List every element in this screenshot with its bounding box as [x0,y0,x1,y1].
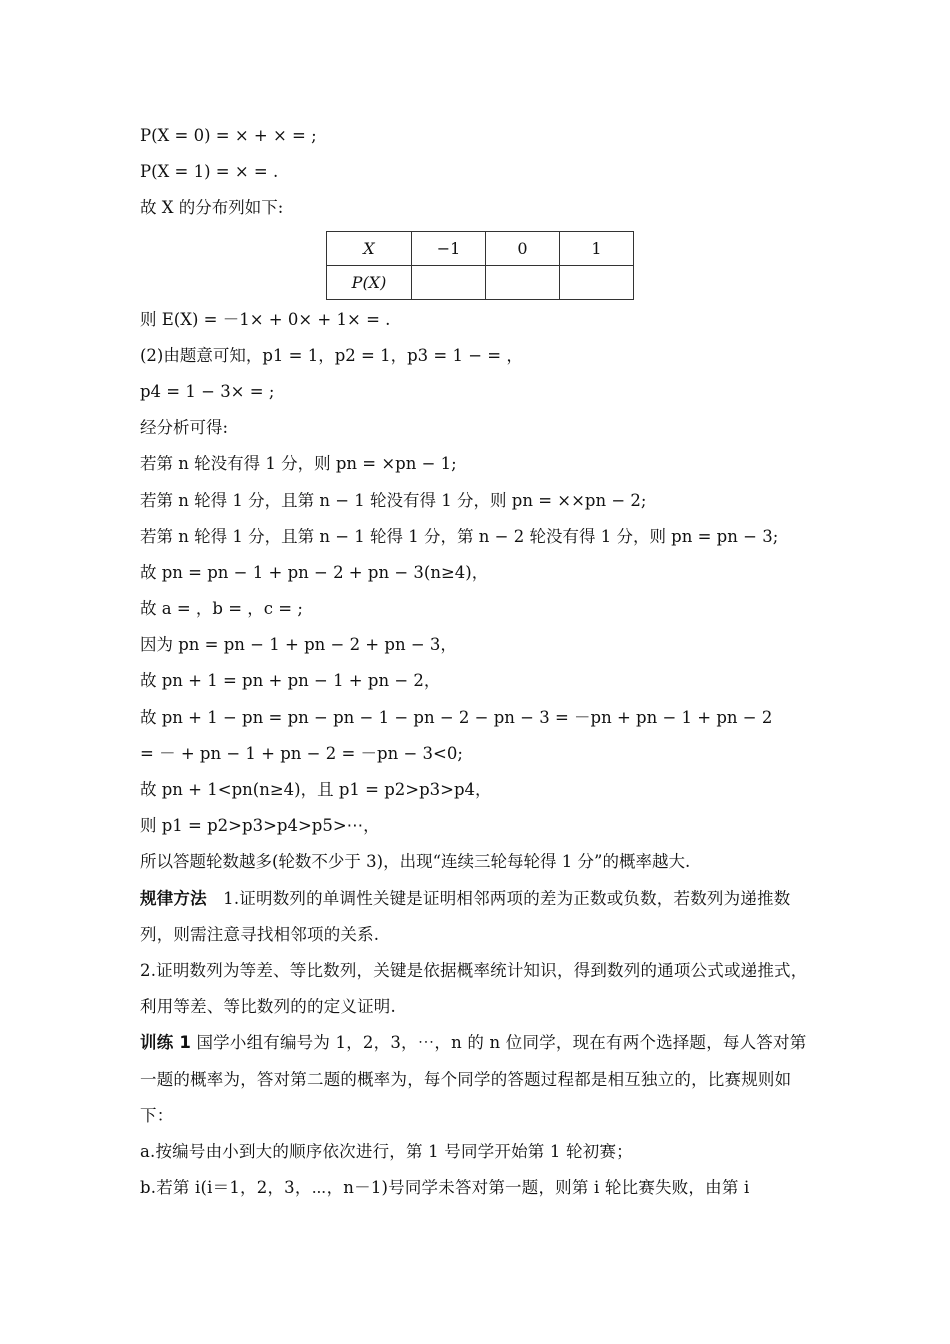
table-row [327,231,634,265]
p4-line: p4 = 1 − 3× = ; [140,381,275,401]
because-line: 因为 pn = pn − 1 + pn − 2 + pn − 3， [140,635,457,655]
table-cell [486,265,560,299]
table-header-1: 1 [560,231,634,265]
chain-line: 则 p1 = p2>p3>p4>p5>⋯， [140,816,380,836]
training-text: 国学小组有编号为 1，2，3，⋯，n 的 n 位同学，现在有两个选择题，每人答对第一题的概率为，答对第二题的概率为，每个同学的答题过程都是相互独立的，比赛规则如下： [140,1033,807,1125]
table-row [327,265,634,299]
recurrence-line: 故 pn = pn − 1 + pn − 2 + pn − 3(n≥4)， [140,562,489,582]
table-cell [560,265,634,299]
case2-line: 若第 n 轮得 1 分，且第 n − 1 轮没有得 1 分，则 pn = ××pn − 2; [140,490,647,510]
distribution-table [326,231,634,300]
shift-line: 故 pn + 1 = pn + pn − 1 + pn − 2， [140,671,441,691]
rule-b: b.若第 i(i＝1，2，3，⋯，n－1)号同学未答对第一题，则第 i 轮比赛失败，由第 i [140,1178,750,1198]
formula-p-x0: P(X = 0) = × + × = ; [140,126,317,145]
difference-result-line: = － + pn − 1 + pn − 2 = －pn − 3<0; [140,743,463,763]
training-paragraph [140,1025,812,1134]
method-label: 规律方法 [140,888,207,908]
method-paragraph-2: 2.证明数列为等差、等比数列，关键是依据概率统计知识，得到数列的通项公式或递推式，利用等差、等比数列的的定义证明. [140,960,808,1017]
training-label: 训练 1 [140,1033,192,1053]
table-cell [412,265,486,299]
rule-a: a.按编号由小到大的顺序依次进行，第 1 号同学开始第 1 轮初赛； [140,1141,633,1161]
distribution-intro: 故 X 的分布列如下: [140,198,284,218]
case1-line: 若第 n 轮没有得 1 分，则 pn = ×pn − 1; [140,454,457,474]
case3-line: 若第 n 轮得 1 分，且第 n − 1 轮得 1 分，第 n − 2 轮没有得 1 分，则 pn = pn − 3; [140,526,779,546]
expectation-line: 则 E(X) = －1× + 0× + 1× = . [140,309,391,329]
analysis-line: 经分析可得: [140,418,229,438]
part2-intro: (2)由题意可知，p1 = 1，p2 = 1，p3 = 1 − = ， [140,345,523,365]
formula-p-x1: P(X = 1) = × = . [140,162,279,182]
conclusion-line: 所以答题轮数越多(轮数不少于 3)，出现“连续三轮每轮得 1 分”的概率越大. [140,852,691,872]
difference-line: 故 pn + 1 − pn = pn − pn − 1 − pn − 2 − pn − 3 = －pn + pn − 1 + pn − 2 [140,707,773,727]
monotone-line: 故 pn + 1<pn(n≥4)，且 p1 = p2>p3>p4， [140,780,492,799]
method-paragraph-1 [140,881,812,953]
table-header-neg1: −1 [412,231,486,265]
table-header-x: X [327,231,412,265]
method-text-1: 1.证明数列的单调性关键是证明相邻两项的差为正数或负数，若数列为递推数列，则需注意寻找相邻项的关系. [140,888,791,944]
table-header-0: 0 [486,231,560,265]
document-page [140,118,812,1206]
table-row-label: P(X) [327,265,412,299]
coefficients-line: 故 a = ，b = ，c = ; [140,599,303,619]
